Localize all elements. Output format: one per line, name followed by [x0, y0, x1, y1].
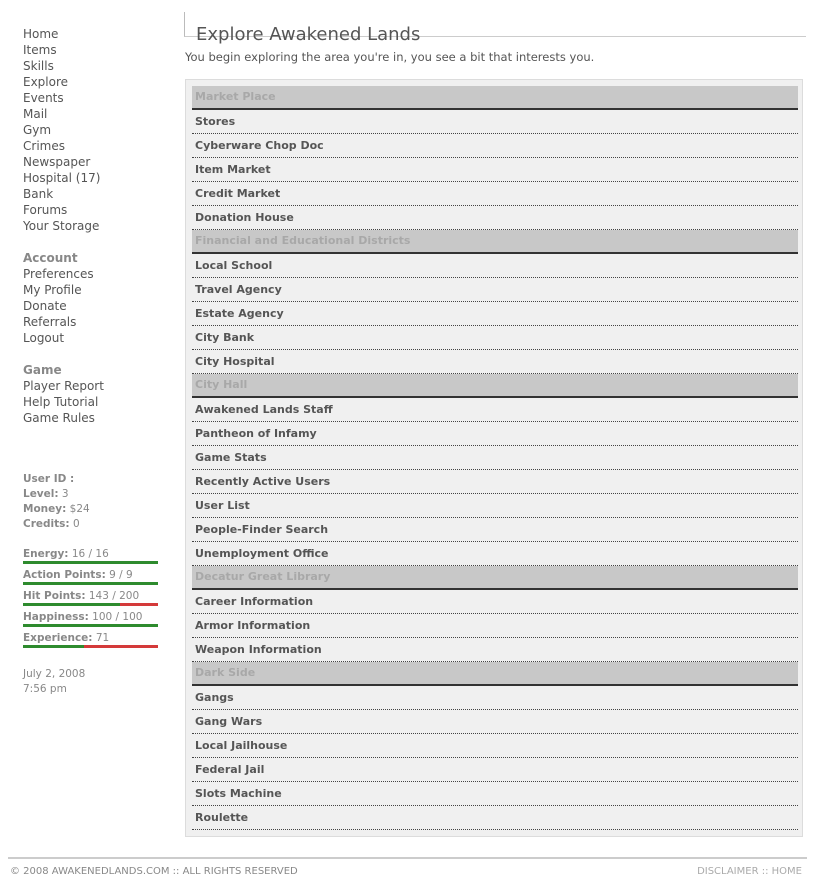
nav-link-donate[interactable]: Donate — [23, 299, 67, 313]
nav-link-home[interactable]: Home — [23, 27, 59, 41]
explore-link-travel-agency[interactable]: Travel Agency — [192, 278, 798, 302]
level-stat — [23, 487, 163, 502]
stat-bar-value: 16 / 16 — [71, 548, 109, 560]
explore-link-local-jailhouse[interactable]: Local Jailhouse — [192, 734, 798, 758]
explore-link-weapon-information[interactable]: Weapon Information — [192, 638, 798, 662]
credits-label: Credits: — [23, 518, 70, 530]
intro-text: You begin exploring the area you're in, you see a bit that interests you. — [185, 50, 595, 64]
explore-link-user-list[interactable]: User List — [192, 494, 798, 518]
section-header-market-place: Market Place — [192, 86, 798, 110]
stat-bar-track — [23, 603, 158, 606]
nav-link-hospital-17[interactable]: Hospital (17) — [23, 171, 101, 185]
explore-link-local-school[interactable]: Local School — [192, 254, 798, 278]
stat-bar-track — [23, 624, 158, 627]
explore-link-armor-information[interactable]: Armor Information — [192, 614, 798, 638]
disclaimer-link[interactable]: DISCLAIMER — [697, 866, 759, 877]
nav-link-bank[interactable]: Bank — [23, 187, 54, 201]
credits-value: 0 — [72, 518, 80, 530]
explore-link-federal-jail[interactable]: Federal Jail — [192, 758, 798, 782]
stat-bar-action-points — [23, 568, 158, 589]
nav-link-logout[interactable]: Logout — [23, 331, 65, 345]
stat-bar-fill — [23, 645, 84, 648]
user-stats — [23, 472, 163, 532]
sidebar — [23, 26, 163, 426]
nav-link-crimes[interactable]: Crimes — [23, 139, 65, 153]
stat-bar-label: Energy: — [23, 548, 69, 560]
stat-bar-text — [23, 610, 158, 624]
page-title: Explore Awakened Lands — [196, 24, 421, 46]
footer-copyright: © 2008 AWAKENEDLANDS.COM :: ALL RIGHTS RESERVED — [10, 866, 298, 877]
explore-link-cyberware-chop-doc[interactable]: Cyberware Chop Doc — [192, 134, 798, 158]
credits-stat — [23, 517, 163, 532]
user-id-stat — [23, 472, 163, 487]
explore-link-gang-wars[interactable]: Gang Wars — [192, 710, 798, 734]
explore-link-item-market[interactable]: Item Market — [192, 158, 798, 182]
explore-link-people-finder-search[interactable]: People-Finder Search — [192, 518, 798, 542]
status-bars — [23, 547, 158, 652]
explore-link-city-hospital[interactable]: City Hospital — [192, 350, 798, 374]
nav-link-help-tutorial[interactable]: Help Tutorial — [23, 395, 99, 409]
stat-bar-label: Action Points: — [23, 569, 106, 581]
section-header-decatur-great-library: Decatur Great Library — [192, 566, 798, 590]
stat-bar-text — [23, 631, 158, 645]
game-nav — [23, 378, 163, 426]
stat-bar-track — [23, 561, 158, 564]
money-stat — [23, 502, 163, 517]
money-value: $24 — [69, 503, 90, 515]
explore-list — [192, 86, 798, 830]
title-bar — [184, 12, 806, 46]
nav-link-skills[interactable]: Skills — [23, 59, 54, 73]
explore-link-pantheon-of-infamy[interactable]: Pantheon of Infamy — [192, 422, 798, 446]
explore-panel — [185, 79, 803, 837]
stat-bar-value: 9 / 9 — [109, 569, 133, 581]
stat-bar-value: 100 / 100 — [92, 611, 143, 623]
nav-link-newspaper[interactable]: Newspaper — [23, 155, 91, 169]
stat-bar-value: 71 — [95, 632, 110, 644]
server-datetime — [23, 667, 85, 697]
stat-bar-hit-points — [23, 589, 158, 610]
explore-link-game-stats[interactable]: Game Stats — [192, 446, 798, 470]
game-heading: Game — [23, 363, 62, 377]
stat-bar-text — [23, 568, 158, 582]
nav-link-player-report[interactable]: Player Report — [23, 379, 104, 393]
stat-bar-label: Happiness: — [23, 611, 89, 623]
stat-bar-track — [23, 582, 158, 585]
stat-bar-track — [23, 645, 158, 648]
stat-bar-label: Experience: — [23, 632, 93, 644]
explore-link-city-bank[interactable]: City Bank — [192, 326, 798, 350]
money-label: Money: — [23, 503, 67, 515]
nav-link-forums[interactable]: Forums — [23, 203, 68, 217]
stat-bar-fill — [23, 603, 120, 606]
account-heading: Account — [23, 251, 78, 265]
explore-link-career-information[interactable]: Career Information — [192, 590, 798, 614]
stat-bar-fill — [23, 561, 158, 564]
stat-bar-fill — [23, 624, 158, 627]
nav-link-game-rules[interactable]: Game Rules — [23, 411, 95, 425]
stat-bar-happiness — [23, 610, 158, 631]
stat-bar-fill — [23, 582, 158, 585]
nav-link-preferences[interactable]: Preferences — [23, 267, 94, 281]
account-nav — [23, 266, 163, 346]
nav-link-items[interactable]: Items — [23, 43, 57, 57]
explore-link-stores[interactable]: Stores — [192, 110, 798, 134]
nav-link-explore[interactable]: Explore — [23, 75, 69, 89]
user-id-label: User ID : — [23, 473, 75, 485]
level-value: 3 — [61, 488, 69, 500]
section-header-financial-and-educational-districts: Financial and Educational Districts — [192, 230, 798, 254]
explore-link-roulette[interactable]: Roulette — [192, 806, 798, 830]
nav-link-my-profile[interactable]: My Profile — [23, 283, 82, 297]
footer-links — [697, 866, 802, 877]
explore-link-unemployment-office[interactable]: Unemployment Office — [192, 542, 798, 566]
explore-link-awakened-lands-staff[interactable]: Awakened Lands Staff — [192, 398, 798, 422]
server-date: July 2, 2008 — [23, 668, 86, 680]
nav-link-gym[interactable]: Gym — [23, 123, 52, 137]
explore-link-estate-agency[interactable]: Estate Agency — [192, 302, 798, 326]
stat-bar-energy — [23, 547, 158, 568]
main-nav — [23, 26, 163, 234]
footer-divider — [8, 857, 807, 859]
stat-bar-text — [23, 547, 158, 561]
home-footer-link[interactable]: HOME — [771, 866, 802, 877]
level-label: Level: — [23, 488, 59, 500]
nav-link-referrals[interactable]: Referrals — [23, 315, 77, 329]
explore-link-gangs[interactable]: Gangs — [192, 686, 798, 710]
stat-bar-value: 143 / 200 — [88, 590, 140, 602]
server-time: 7:56 pm — [23, 683, 67, 695]
section-header-dark-side: Dark Side — [192, 662, 798, 686]
section-header-city-hall: City Hall — [192, 374, 798, 398]
explore-link-credit-market[interactable]: Credit Market — [192, 182, 798, 206]
stat-bar-text — [23, 589, 158, 603]
nav-link-mail[interactable]: Mail — [23, 107, 48, 121]
explore-link-recently-active-users[interactable]: Recently Active Users — [192, 470, 798, 494]
explore-link-slots-machine[interactable]: Slots Machine — [192, 782, 798, 806]
stat-bar-label: Hit Points: — [23, 590, 86, 602]
explore-link-donation-house[interactable]: Donation House — [192, 206, 798, 230]
stat-bar-experience — [23, 631, 158, 652]
footer-separator: :: — [761, 866, 769, 877]
nav-link-events[interactable]: Events — [23, 91, 64, 105]
nav-link-your-storage[interactable]: Your Storage — [23, 219, 100, 233]
